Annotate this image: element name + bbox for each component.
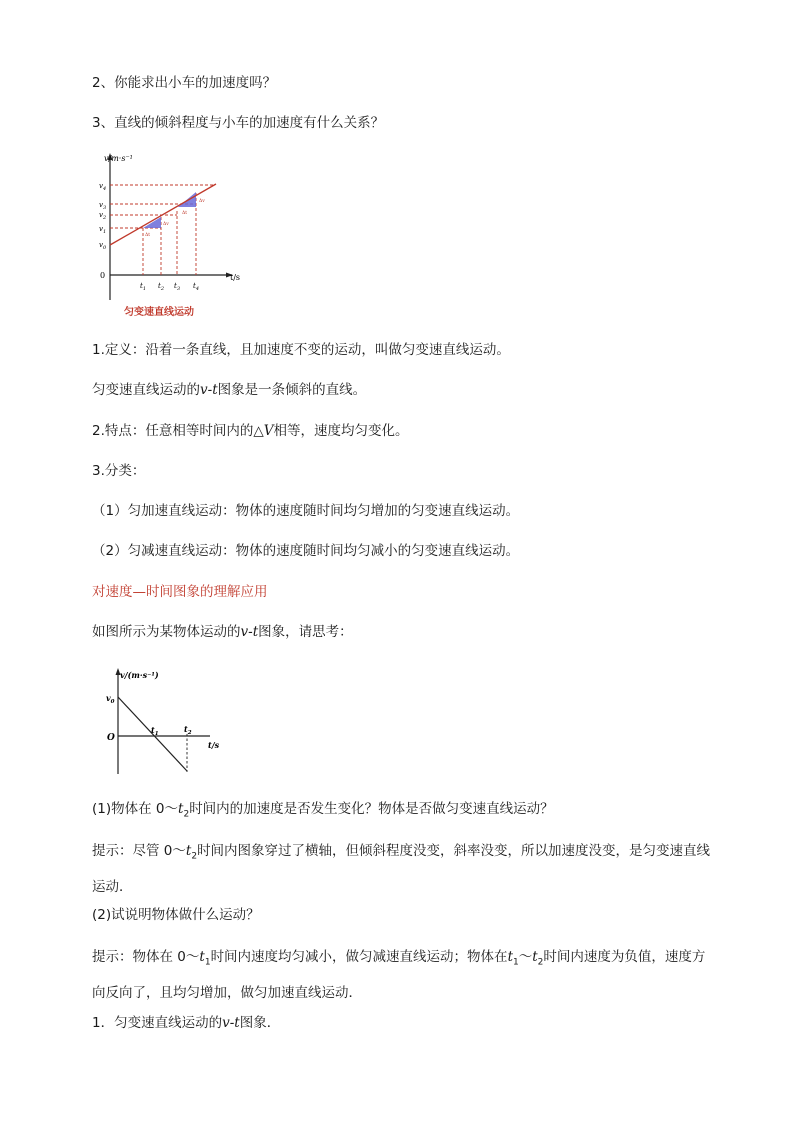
svg-text:t1: $t_1$ xyxy=(151,725,159,737)
fig1-caption: 匀变速直线运动 xyxy=(124,307,194,318)
svg-text:v2: $v_2$ xyxy=(99,211,107,221)
problem-2: (2)试说明物体做什么运动？ xyxy=(92,907,260,923)
fig2-origin: O xyxy=(107,733,115,743)
svg-text:t1: $t_1$ xyxy=(140,282,147,292)
svg-text:v4: $v_4$ xyxy=(99,182,107,192)
question-3: 3、直线的倾斜程度与小车的加速度有什么关系？ xyxy=(92,115,385,131)
class-2: （2）匀减速直线运动：物体的速度随时间均匀减小的匀变速直线运动。 xyxy=(92,543,520,559)
svg-text:v1: $v_1$ xyxy=(99,225,107,235)
fig1-xlabel: t/s xyxy=(230,273,241,282)
classify: 3.分类： xyxy=(92,463,146,479)
fig1-ylabel: v/m·s⁻¹ xyxy=(104,154,133,163)
svg-text:v3: $v_3$ xyxy=(99,201,107,211)
problem-1: (1)物体在 $0\sim t_2$时间内的加速度是否发生变化？物体是否做匀变速直线运动？ xyxy=(92,801,554,820)
definition: 1.定义：沿着一条直线，且加速度不变的运动，叫做匀变速直线运动。 xyxy=(92,342,510,358)
vt-line: 匀变速直线运动的v-t图象是一条倾斜的直线。 xyxy=(92,382,367,398)
svg-text:Δt: Δt xyxy=(182,211,188,216)
hint-1: 提示：尽管 $0\sim t_2$时间内图象穿过了横轴，但倾斜程度没变，斜率没变，所以加速度没变，是匀变速直线运动． xyxy=(92,843,711,895)
class-1: （1）匀加速直线运动：物体的速度随时间均匀增加的匀变速直线运动。 xyxy=(92,503,520,519)
svg-text:t2: $t_2$ xyxy=(158,282,165,292)
svg-text:t3: $t_3$ xyxy=(174,282,181,292)
fig1-origin: 0 xyxy=(100,271,106,280)
question-2: 2、你能求出小车的加速度吗？ xyxy=(92,75,277,91)
svg-text:v0: $v_0$ xyxy=(99,241,107,251)
figure-uniform-acceleration xyxy=(92,148,262,318)
feature: 2.特点：任意相等时间内的△V相等，速度均匀变化。 xyxy=(92,423,409,439)
svg-text:Δv: Δv xyxy=(199,199,205,204)
fig2-xlabel: t/s xyxy=(208,740,220,750)
svg-text:t4: $t_4$ xyxy=(193,282,200,292)
last-line: 1．匀变速直线运动的v-t图象． xyxy=(92,1015,281,1031)
svg-text:t2: $t_2$ xyxy=(184,724,192,736)
figure-vt-graph xyxy=(106,664,232,776)
fig2-ylabel: v/(m·s⁻¹) xyxy=(120,670,159,680)
section-title: 对速度—时间图象的理解应用 xyxy=(92,584,268,600)
svg-text:Δt: Δt xyxy=(145,233,151,238)
svg-text:v0: $v_0$ xyxy=(106,693,115,705)
svg-text:Δv: Δv xyxy=(163,222,169,227)
fig2-intro: 如图所示为某物体运动的v-t图象，请思考： xyxy=(92,624,353,640)
hint-2: 提示：物体在 $0\sim t_1$时间内速度均匀减小，做匀减速直线运动；物体在$t_1\sim t_2$时间内速度为负值，速度方向反向了，且均匀增加，做匀加速直线运动． xyxy=(92,949,706,1001)
